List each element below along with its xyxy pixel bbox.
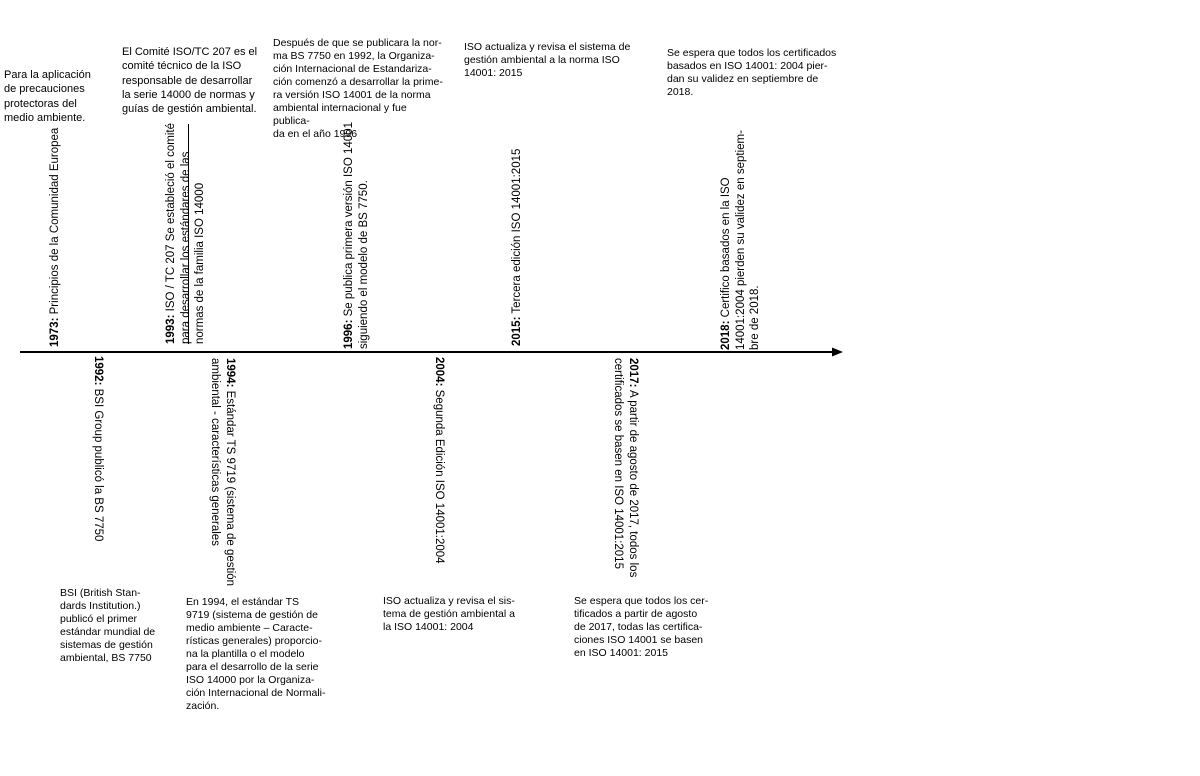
note-2015: ISO actualiza y revisa el sistema de gestión ambiental a la norma ISO 14001: 2015 xyxy=(464,41,631,80)
event-1993 xyxy=(150,104,207,344)
event-year: 2017 xyxy=(626,358,639,384)
note-1973: Para la aplicación de precauciones protectoras del medio ambiente. xyxy=(4,69,91,124)
year-colon: : xyxy=(432,382,445,387)
year-colon: : xyxy=(343,319,356,324)
note-1996: Después de que se publicara la nor- ma BS 7750 en 1992, la Organiza- ción Internacional de Estandariza- ción comenzó a desarrollar la prime- ra versión ISO 14001 de la norma ambiental internacional y fue publica- da en el año 1996 xyxy=(273,37,443,141)
event-text: Principios de la Comunidad Europea xyxy=(49,127,62,315)
note-2018: Se espera que todos los certificados basados en ISO 14001: 2004 pier- dan su validez en septiembre de 2018. xyxy=(667,47,837,99)
event-year: 1994 xyxy=(223,358,236,384)
year-colon: : xyxy=(49,317,62,322)
year-colon: : xyxy=(626,383,639,388)
timeline-arrowhead xyxy=(832,348,843,357)
event-1992 xyxy=(91,356,120,556)
event-2018 xyxy=(705,120,762,350)
year-colon: : xyxy=(165,314,178,319)
event-2015 xyxy=(496,126,525,346)
event-year: 1996 xyxy=(343,323,356,349)
event-year: 2004 xyxy=(432,357,445,383)
event-2004 xyxy=(432,357,461,577)
note-2004: ISO actualiza y revisa el sis- tema de gestión ambiental a la ISO 14001: 2004 xyxy=(383,595,515,634)
year-colon: : xyxy=(91,381,104,386)
event-year: 1973 xyxy=(49,321,62,347)
event-text: Certifico basados en la ISO 14001:2004 pierden su validez en septiem- bre de 2018. xyxy=(720,130,761,350)
event-text: Tercera edición ISO 14001:2015 xyxy=(511,148,524,314)
event-text: Estándar TS 9719 (sistema de gestión ambiental - características generales xyxy=(209,358,236,587)
event-text: Segunda Edición ISO 14001:2004 xyxy=(432,389,445,564)
event-1994 xyxy=(208,358,251,588)
note-1994: En 1994, el estándar TS 9719 (sistema de gestión de medio ambiente – Caracte- rísticas generales) proporcio- na la plantilla o el modelo para el desarrollo de la serie ISO 14000 por la Organiza- ción Internacional de Normali- zación. xyxy=(186,596,326,713)
year-colon: : xyxy=(720,320,733,325)
event-year: 2015 xyxy=(511,320,524,346)
event-year: 2018 xyxy=(720,324,733,350)
year-colon: : xyxy=(511,316,524,321)
event-year: 1993 xyxy=(165,318,178,344)
event-text: BSI Group publicó la BS 7750 xyxy=(91,388,104,542)
note-2017: Se espera que todos los cer- tificados a partir de agosto de 2017, todas las certifica- ciones ISO 14001 se basen en ISO 14001: 2015 xyxy=(574,595,709,660)
event-1996 xyxy=(328,109,371,349)
note-1992: BSI (British Stan- dards Institution.) publicó el primer estándar mundial de sistemas de gestión ambiental, BS 7750 xyxy=(60,587,156,665)
event-2017 xyxy=(611,358,654,588)
year-colon: : xyxy=(223,383,236,388)
event-1973 xyxy=(34,87,63,347)
event-text: ISO / TC 207 Se estableció el comité para desarrollar los estándares de las normas de la familia ISO 14000 xyxy=(165,123,206,344)
event-text: Se publica primera versión ISO 14001 siguiendo el modelo de BS 7750. xyxy=(343,122,370,349)
event-year: 1992 xyxy=(91,356,104,382)
event-text: A partir de agosto de 2017, todos los certificados se basen en ISO 14001:2015 xyxy=(612,358,639,578)
note-1993: El Comité ISO/TC 207 es el comité técnico de la ISO responsable de desarrollar la serie 14000 de normas y guías de gestión ambiental. xyxy=(122,46,258,116)
